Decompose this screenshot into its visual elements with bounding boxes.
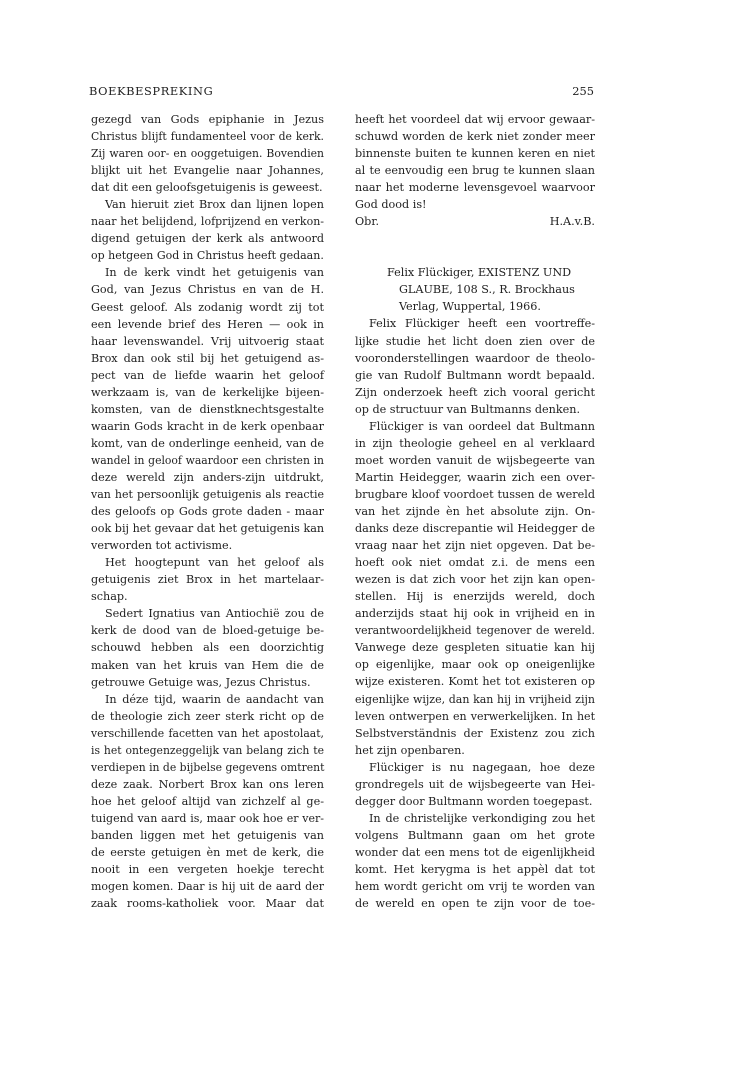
text-line: leven ontwerpen en verwerkelijken. In het [355, 709, 595, 723]
text-line: wezen is dat zich voor het zijn kan open- [355, 573, 595, 587]
text-line: stellen. Hij is enerzijds wereld, doch [355, 590, 595, 604]
text-line: hoe het geloof altijd van zichzelf al ge- [91, 794, 324, 808]
text-line: getuigenis ziet Brox in het martelaar- [91, 573, 324, 587]
text-line: is het ontegenzeggelijk van belang zich te [91, 743, 324, 757]
text-line: verdiepen in de bijbelse gegevens omtrent [91, 760, 325, 774]
text-line: van het zijnde èn het absolute zijn. On- [355, 504, 595, 518]
text-line: brugbare kloof voordoet tussen de wereld [355, 487, 595, 501]
text-line: Vanwege deze gespleten situatie kan hij [355, 641, 595, 655]
text-line: banden liggen met het getuigenis van [91, 828, 324, 842]
page-number: 255 [572, 84, 594, 98]
text-line: God, van Jezus Christus en van de H. [91, 283, 324, 297]
text-line: ook bij het gevaar dat het getuigenis kan [91, 522, 325, 536]
text-line: hem wordt gericht om vrij te worden van [355, 880, 595, 894]
text-line: heeft het voordeel dat wij ervoor gewaar- [355, 113, 595, 126]
text-line: Sedert Ignatius van Antiochië zou de [105, 607, 324, 621]
text-line: hoeft ook niet omdat z.i. de mens een [355, 556, 595, 570]
text-line: Martin Heidegger, waarin zich een over- [355, 470, 595, 484]
text-line: Geest geloof. Als zodanig wordt zij tot [91, 300, 324, 314]
text-line: schap. [91, 590, 128, 604]
text-line: Christus blijft fundamenteel voor de kerk. [91, 130, 324, 144]
text-line: kerk de dood van de bloed-getuige be- [91, 624, 324, 638]
text-line: getrouwe Getuige was, Jezus Christus. [91, 675, 311, 689]
text-line: grondregels uit de wijsbegeerte van Hei- [355, 777, 595, 791]
text-line: tuigend van aard is, maar ook hoe er ver- [91, 811, 324, 825]
text-line: de theologie zich zeer sterk richt op de [91, 709, 324, 723]
text-line: haar levenswandel. Vrij uitvoerig staat [91, 334, 324, 348]
text-line: op hetgeen God in Christus heeft gedaan. [91, 249, 324, 263]
text-line: moet worden vanuit de wijsbegeerte van [355, 453, 595, 467]
text-line: In déze tijd, waarin de aandacht van [105, 692, 324, 706]
text-line: degger door Bultmann worden toegepast. [355, 794, 593, 808]
text-line: blijkt uit het Evangelie naar Johannes, [91, 164, 324, 178]
text-line: verschillende facetten van het apostolaat, [91, 726, 324, 740]
text-line: volgens Bultmann gaan om het grote [355, 828, 595, 842]
left-column [91, 111, 324, 912]
text-line: wonder dat een mens tot de eigenlijkheid [355, 845, 595, 859]
text-line: dat dit een geloofsgetuigenis is geweest. [91, 181, 323, 195]
text-line: schouwd hebben als een doorzichtig [91, 641, 324, 655]
text-line: gie van Rudolf Bultmann wordt bepaald. [355, 368, 595, 382]
text-line: Zij waren oor- en ooggetuigen. Bovendien [91, 147, 324, 161]
text-line: al te eenvoudig een brug te kunnen slaan [355, 164, 595, 178]
citation-line: Felix Flückiger, EXISTENZ UND [387, 266, 572, 280]
text-line: in zijn theologie geheel en al verklaard [355, 436, 595, 450]
text-line: digend getuigen der kerk als antwoord [91, 232, 324, 246]
text-line: komt. Het kerygma is het appèl dat tot [355, 862, 595, 876]
text-line: In de christelijke verkondiging zou het [369, 811, 595, 825]
review-signature [355, 213, 595, 230]
text-line: naar het moderne levensgevoel waarvoor [355, 181, 595, 195]
text-line: lijke studie het licht doen zien over de [355, 334, 595, 348]
running-title: BOEKBESPREKING [89, 84, 214, 98]
reviewer-initials: H.A.v.B. [549, 215, 595, 229]
text-line: op de structuur van Bultmanns denken. [355, 402, 581, 416]
text-line: mogen komen. Daar is hij uit de aard der [91, 880, 324, 894]
text-line: des geloofs op Gods grote daden - maar [91, 505, 324, 519]
text-line: op eigenlijke, maar ook op oneigenlijke [355, 658, 595, 672]
text-line: Flückiger is van oordeel dat Bultmann [369, 419, 595, 433]
book-citation [387, 264, 595, 315]
text-line: God dood is! [355, 198, 427, 212]
citation-line: Verlag, Wuppertal, 1966. [399, 300, 541, 314]
text-line: schuwd worden de kerk niet zonder meer [355, 130, 595, 144]
text-line: vraag naar het zijn niet opgeven. Dat be- [355, 539, 595, 553]
text-line: In de kerk vindt het getuigenis van [105, 266, 324, 280]
text-line: een levende brief des Heren — ook in [91, 317, 324, 331]
right-column [355, 111, 595, 912]
text-line: nooit in een vergeten hoekje terecht [91, 863, 324, 877]
text-line: de eerste getuigen èn met de kerk, die [91, 846, 324, 860]
text-line: Selbstverständnis der Existenz zou zich [355, 726, 595, 740]
text-line: vooronderstellingen waardoor de theolo- [355, 351, 595, 365]
text-line: werkzaam is, van de kerkelijke bijeen- [91, 385, 324, 399]
text-line: waarin Gods kracht in de kerk openbaar [91, 419, 324, 433]
text-line: danks deze discrepantie wil Heidegger de [355, 522, 595, 536]
text-line: Zijn onderzoek heeft zich vooral gericht [355, 385, 595, 399]
text-line: wijze existeren. Komt het tot existeren op [355, 675, 595, 689]
text-line: Flückiger is nu nagegaan, hoe deze [369, 760, 595, 774]
text-line: deze wereld zijn anders-zijn uitdrukt, [91, 470, 324, 484]
text-line: van het persoonlijk getuigenis als reactie [91, 488, 324, 502]
text-line: komt, van de onderlinge eenheid, van de [91, 436, 324, 450]
text-line: komsten, van de dienstknechtsgestalte [91, 402, 324, 416]
text-line: Van hieruit ziet Brox dan lijnen lopen [105, 198, 324, 212]
text-line: verantwoordelijkheid tegenover de wereld. [355, 624, 595, 638]
text-line: Brox dan ook stil bij het getuigend as- [91, 351, 324, 365]
text-line: Het hoogtepunt van het geloof als [105, 556, 324, 570]
text-line: anderzijds staat hij ook in vrijheid en in [355, 607, 595, 621]
text-line: maken van het kruis van Hem die de [91, 658, 324, 672]
text-line: deze zaak. Norbert Brox kan ons leren [91, 777, 324, 791]
text-line: wandel in geloof waardoor een christen in [91, 453, 324, 467]
text-line: verworden tot activisme. [91, 539, 233, 553]
text-line: Felix Flückiger heeft een voortreffe- [369, 317, 595, 331]
text-line: het zijn openbaren. [355, 743, 465, 757]
signature-abbrev: Obr. [355, 215, 380, 229]
text-line: zaak rooms-katholiek voor. Maar dat [91, 897, 324, 911]
text-line: binnenste buiten te kunnen keren en niet [355, 147, 595, 161]
text-line: eigenlijke wijze, dan kan hij in vrijheid zijn [355, 692, 595, 706]
text-line: pect van de liefde waarin het geloof [91, 368, 324, 382]
text-line: gezegd van Gods epiphanie in Jezus [91, 113, 324, 126]
text-line: naar het belijdend, lofprijzend en verkon- [91, 215, 324, 229]
text-line: de wereld en open te zijn voor de toe- [355, 897, 595, 911]
citation-line: GLAUBE, 108 S., R. Brockhaus [399, 283, 575, 297]
